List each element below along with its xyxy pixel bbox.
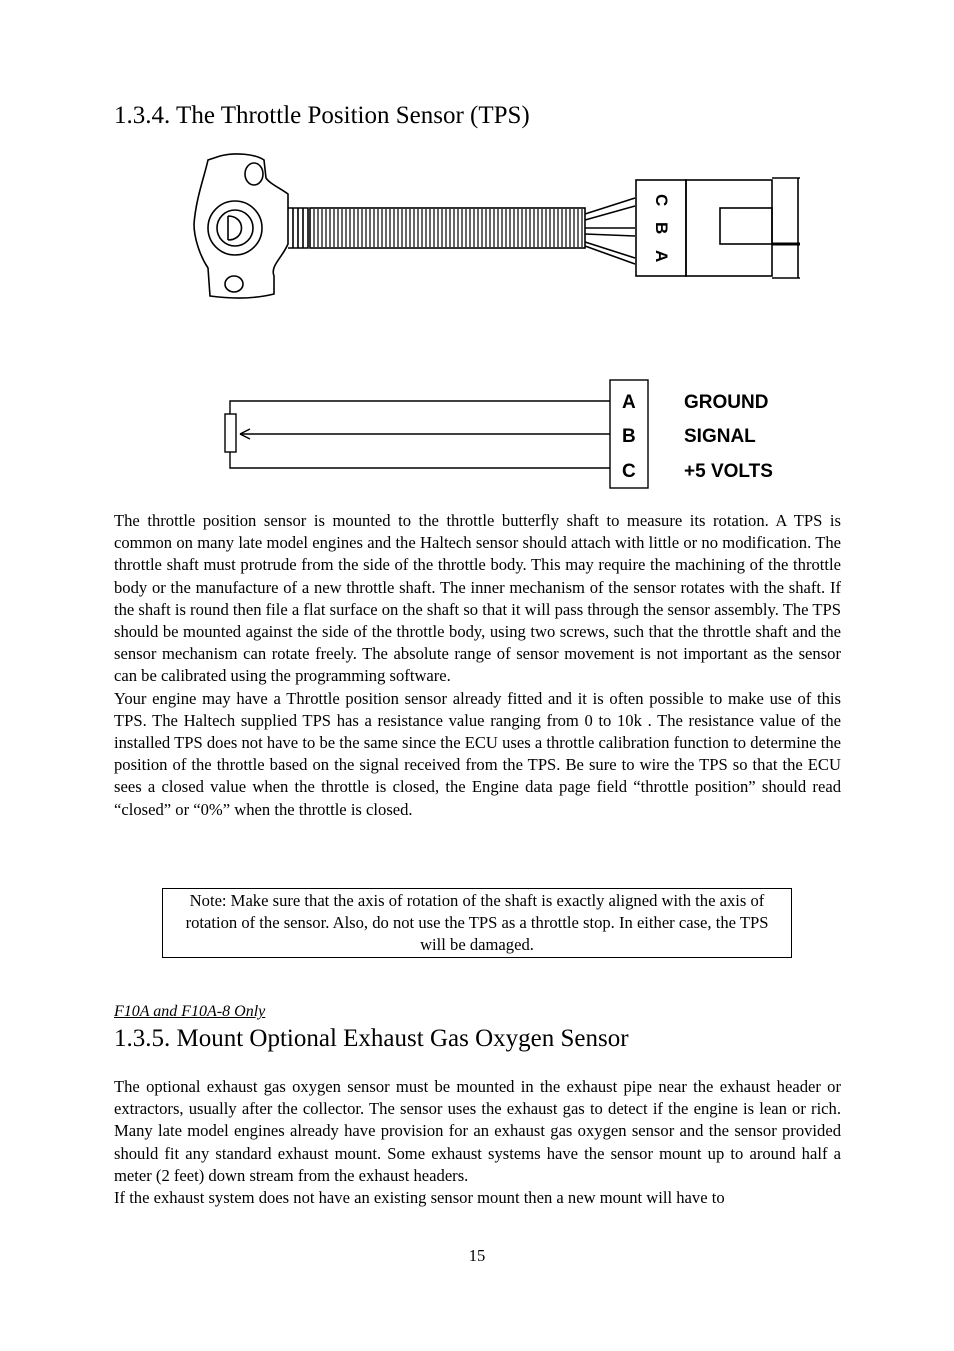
- section-heading-oxygen-sensor: 1.3.5. Mount Optional Exhaust Gas Oxygen Sensor: [114, 1025, 629, 1052]
- connector-letter-a: A: [652, 250, 671, 263]
- note-box: Note: Make sure that the axis of rotation of the shaft is exactly aligned with the axis of rotation of the sensor. Also, do not use the TPS as a throttle stop. In either case, the TPS will be damaged.: [162, 888, 792, 958]
- pin-b-label: SIGNAL: [684, 426, 756, 447]
- paragraph-tps-existing: Your engine may have a Throttle position sensor already fitted and it is often possible to make use of this TPS. The Haltech supplied TPS has a resistance value ranging from 0 to 10k . The resistance value of the installed TPS does not have to be the same since the ECU uses a throttle calibration function to determine the position of the throttle based on the signal received from the TPS. Be sure to wire the TPS so that the ECU sees a closed value when the throttle is closed, the Engine data page field “throttle position” should read “closed” or “0%” when the throttle is closed.: [114, 688, 841, 819]
- section-heading-tps: 1.3.4. The Throttle Position Sensor (TPS): [114, 102, 530, 129]
- page-number: 15: [468, 1246, 486, 1265]
- paragraph-oxygen-sensor: The optional exhaust gas oxygen sensor must be mounted in the exhaust pipe near the exhaust header or extractors, usually after the collector. The sensor uses the exhaust gas to detect if the engine is lean or rich. Many late model engines already have provision for an exhaust gas oxygen sensor and the sensor provided should fit any standard exhaust mount. Some exhaust systems have the sensor mount up to around half a meter (2 feet) down stream from the exhaust headers.: [114, 1077, 841, 1185]
- pin-a-label: GROUND: [684, 392, 769, 413]
- paragraph-tps-mounting: The throttle position sensor is mounted to the throttle butterfly shaft to measure its rotation. A TPS is common on many late model engines and the Haltech sensor should attach with little or no modification. The throttle shaft must protrude from the side of the throttle body. This may require the machining of the throttle body or the manufacture of a new throttle shaft. The inner mechanism of the sensor rotates with the shaft. If the shaft is round then file a flat surface on the shaft so that it will pass through the sensor assembly. The TPS should be mounted against the side of the throttle body, using two screws, such that the throttle shaft and the sensor mechanism can rotate freely. The absolute range of sensor movement is not important as the sensor can be calibrated using the programming software.: [114, 511, 841, 686]
- pin-c-letter: C: [622, 461, 636, 482]
- pin-b-letter: B: [622, 426, 636, 447]
- connector-letter-c: C: [652, 194, 671, 207]
- paragraph-oxygen-mount: If the exhaust system does not have an existing sensor mount then a new mount will have to: [114, 1188, 725, 1208]
- tps-wiring-schematic: [210, 372, 800, 494]
- oxygen-sensor-description: [114, 1076, 841, 1209]
- pin-c-label: +5 VOLTS: [684, 461, 773, 482]
- tps-sensor-illustration: [180, 148, 805, 308]
- pin-a-letter: A: [622, 392, 636, 413]
- tps-description: [114, 510, 841, 821]
- connector-letter-b: B: [652, 222, 671, 235]
- model-tag: F10A and F10A-8 Only: [114, 1003, 266, 1020]
